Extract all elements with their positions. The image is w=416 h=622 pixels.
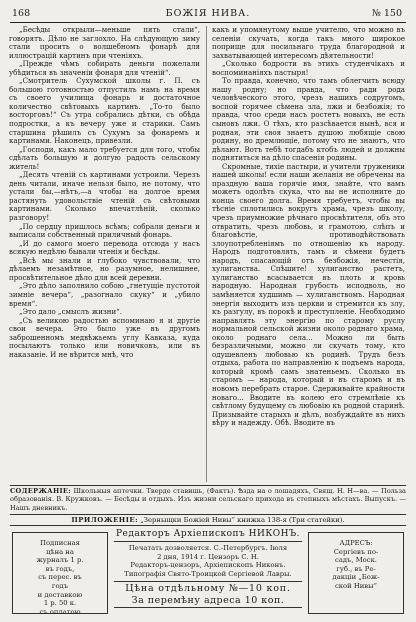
address-line: Сергіевъ по- bbox=[333, 547, 379, 556]
contents-text: Школьныя аптечки. Тверде ставишь, (Фактъ). Ѣзда на о лошадяхъ, Свящ. Н. Н—ва. — Польза образованія. В. Кружковъ. — Бесѣды и отдыхъ. Изъ жизни сельскаго прихода въ степныхъ мѣстахъ. Выпускъ. — Нашъ дневникъ. bbox=[10, 487, 406, 512]
paragraph: „Смотритель Сухумской школы г. П. съ большою готовностью отпустилъ намъ на время съ своего училища фонарь и достаточное количество свѣтовыхъ картинъ. „То-то было восторговъ!“ Съ утра собрались дѣтки, съ обѣда подростки, а къ вечеру уже и старики. Самъ старшина рѣшилъ съ Сухумъ за фонаремъ и картинами. Наконецъ, привезли. bbox=[9, 76, 200, 146]
supplement bbox=[10, 516, 406, 524]
issue-price bbox=[114, 581, 302, 608]
subscription-line: Подписная bbox=[40, 539, 80, 547]
contents-label: СОДЕРЖАНІЕ: bbox=[10, 487, 71, 495]
print-line: Типографія Свято-Троицкой Сергіевой Лавры. bbox=[124, 569, 292, 578]
print-permission bbox=[114, 544, 302, 578]
subscription-line: цѣна на bbox=[46, 547, 74, 556]
imprint-footer bbox=[10, 528, 406, 616]
address-line: губ., въ Ре- bbox=[336, 564, 376, 573]
print-line: Редакторъ-цензоръ, Архіепископъ Никонъ. bbox=[130, 561, 286, 570]
paragraph: „По сердцу пришлось всѣмъ; собрали деньги и выписали собственный приличный фонарь. bbox=[9, 221, 200, 240]
address-line: дакціи „Бож- bbox=[332, 573, 380, 582]
paragraph: „Это дало „смыслъ жизни“. bbox=[19, 307, 123, 317]
contents-rule bbox=[10, 485, 406, 486]
subscription-line: годъ bbox=[51, 581, 69, 590]
address-line: АДРЕСЪ: bbox=[339, 539, 373, 547]
supplement-rule bbox=[10, 514, 406, 515]
paragraph: какъ и упомянутому выше учителю, что можно въ селеніи скучать, когда такъ много широкое поприще для посильнаго труда благородной и захватывающей интересомъ дѣятельности! bbox=[212, 26, 405, 60]
subscription-price-box bbox=[12, 532, 108, 614]
column-divider bbox=[206, 26, 207, 482]
paragraph: „Всѣ мы знали и глубоко чувствовали, что дѣлаемъ незамѣтное, но разумное, нелишнее, просвѣтительное дѣло для всей деревни. bbox=[9, 255, 200, 282]
address-line: ской Нивы“ bbox=[334, 581, 377, 590]
subscription-line: 1 р. 50 к. bbox=[43, 599, 77, 608]
price-line: За перемѣну адреса 10 коп. bbox=[131, 594, 285, 606]
address-line: садъ, Моск. bbox=[335, 556, 377, 565]
paragraph: „Сколько бодрости въ этихъ студенчікахъ и воспоминаніяхъ пастыря! bbox=[212, 59, 405, 77]
page-number: 168 bbox=[12, 8, 31, 19]
print-line: 2 дня, 1914 г. Цензоръ С. Н. bbox=[157, 552, 259, 561]
left-column bbox=[9, 26, 200, 484]
right-column bbox=[212, 26, 405, 484]
table-of-contents bbox=[10, 487, 406, 512]
subscription-line: и доставкою bbox=[37, 590, 83, 599]
imprint-center bbox=[114, 528, 302, 608]
footer-rule bbox=[10, 525, 406, 526]
paragraph: „Прежде чѣмъ собирать деньги пожелали убѣдиться въ значеніи фонаря для чтеній“. bbox=[9, 59, 200, 77]
paragraph: „Господи, какъ мало требуется для того, чтобы сдѣлать большую и долгую радость сельскому житель! bbox=[9, 144, 200, 171]
price-line: Цѣна отдѣльному №—10 коп. bbox=[125, 583, 291, 595]
supplement-label: ПРИЛОЖЕНІЕ: bbox=[71, 516, 139, 524]
paragraph: „Бесѣды открыли—меньше пять стали“, говорятъ. Дѣло не заглохло. На слѣдующую зиму стали просить о волшебномъ фонарѣ для иллюстрацій картинъ при чтеніяхъ. bbox=[9, 26, 200, 60]
paragraph: „Десять чтеній съ картинами устроили. Черезъ день читали, иначе нельзя было, не потому, что устали бы,—нѣтъ,—а чтобы на долгое время растянуть удовольствіе чтеній съ свѣтовыми картинами. Сколько впечатлѣній, сколько разговору! bbox=[9, 170, 200, 223]
paragraph: То правда, конечно, что тамъ облегчить всюду нашу родну; но правда, что ради рода человѣческого этого, чрезъ нашихъ содругомъ, воспой горячее сѣмена зла, лжи и безбожія; то правда, чтоо среди насъ ростетъ новыхъ, не есть сыновъ лжи. О тѣхъ, кто разсѣвается нынѣ, вся и родная, эти своя знаетъ душою любящіе свою родину, но дремлющіе, потому что не знаютъ, что дѣлают. Вотъ тебѣ тогдабъ ктобъ людей и должны поднятиться на дѣло спасенія родины. bbox=[212, 76, 405, 163]
page-header bbox=[0, 8, 416, 22]
paragraph: „И до самого моего перевода отсюда у насъ всякую недѣлю бывали чтенія и бесѣды. bbox=[9, 238, 200, 257]
subscription-line: съ оплатою bbox=[39, 607, 81, 616]
subscription-line: съ перес. въ bbox=[38, 573, 82, 582]
address-box bbox=[308, 532, 404, 614]
print-line: Печатать дозволяется. С.-Петербургъ. Іюля bbox=[128, 544, 288, 552]
subscription-line: журналъ 1 р. bbox=[36, 556, 84, 565]
header-rule bbox=[10, 22, 406, 23]
journal-title: БОЖІЯ НИВА. bbox=[165, 8, 251, 19]
editor-line: Редакторъ Архіепископъ НИКОНЪ. bbox=[114, 528, 302, 542]
issue-number: № 150 bbox=[371, 8, 402, 19]
paragraph: „Съ великою радостью вспоминаю я и другіе свои вечера. Это было уже въ другомъ заброшенномъ медвѣжьемъ углу Кавказа, куда посылаютъ только или новичковъ, или въ наказаніе. И не вѣрится мнѣ, что bbox=[9, 315, 200, 359]
subscription-line: въ годъ, bbox=[45, 564, 75, 573]
supplement-text: „Зерныщки Божіей Нивы“ книжка 138-я (Три статейки). bbox=[140, 516, 345, 524]
paragraph: „Это дѣло заполнило собою „гнетущіе пустотой зимніе вечера“, „разогнало скуку“ и „убило время“. bbox=[9, 281, 200, 308]
paragraph: Скромные, тихіе пастыри, и учители труженики нашей школы! если наши желанія не обречены на праздную ваша горячіе имя, знайте, что вамъ можетъ одолѣть скука, что вы не исполните до конца своего долга. Время требуетъ, чтобы вы тѣсніе сплотились вокругъ храма, чрезъ школу, чрезъ приумножие рѣчнаго просвѣтителя, объ это отвратить, чрезъ любовь, и грамотою, слѣпъ и благовѣстіе, противодѣйствовать злоупотребленіямъ по отношенію къ народу. Народъ подготовлять, тамъ и сѣмени будетъ народъ, спасающій отъ безбожія, нечестія, хулиганства. Спѣшите! хулиганство растетъ, хулиганство всасывается въ плоть и кровь народную. Народная грубость исподволь, но замѣняется худшимъ — хулиганствомъ. Народная энергія выходитъ изъ церкви и стремится къ злу, къ разгулу, въ порокѣ и преступленіе. Необходимо направлять эту энергію по старому руслу нормальной сельской жизни около роднаго храма, около роднаго села... Можно ли быть безразличными, можно ли скучать тому, кто одушевленъ любовью къ родинѣ. Трудъ безъ отдыха, работа по направленію к подъемъ народа, который кромѣ самъ знатеньемъ. Сколько въ старомъ — народа, который и въ старомъ и въ новомъ перебрать старое. Сдерживайте крайности новаго... Вводите въ колею его стремлѣніе къ свѣтлому будущему съ любовію къ родной старинѣ. Призывайте старыхъ и дѣлъ, возбуждайте въ нихъ вѣру и надежду. Обѣ. Вводите въ bbox=[212, 161, 405, 428]
